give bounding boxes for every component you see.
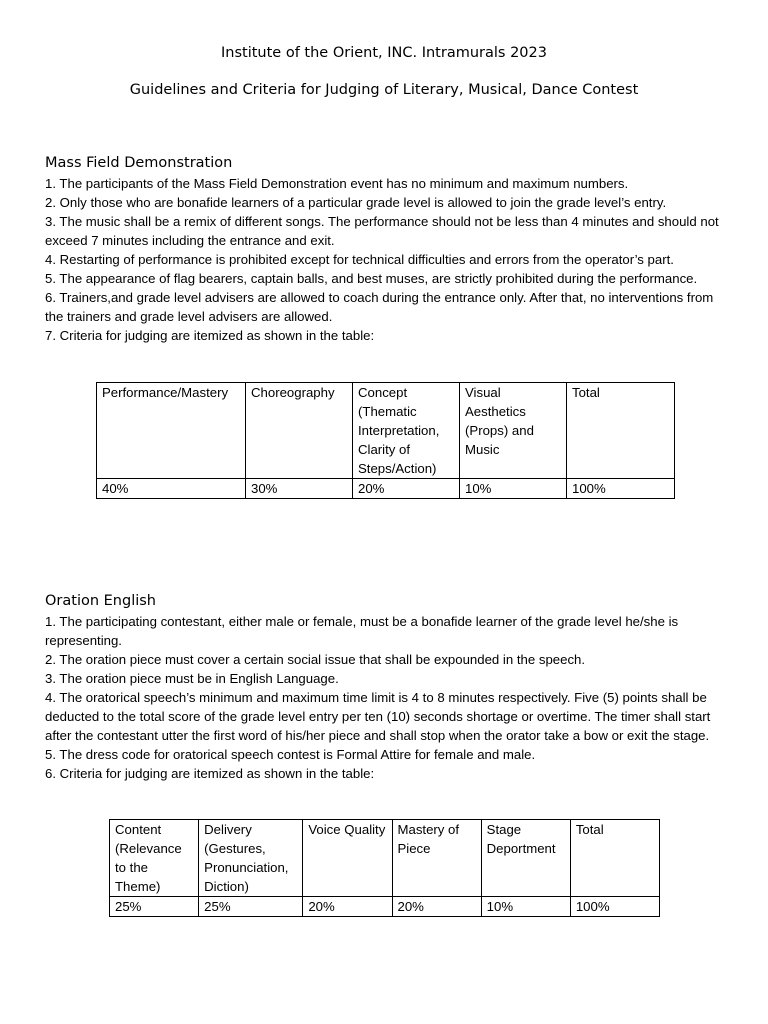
criteria-header: Visual Aesthetics (Props) and Music	[460, 383, 567, 479]
section-title-oration: Oration English	[45, 593, 157, 609]
guideline-item: 4. The oratorical speech’s minimum and maximum time limit is 4 to 8 minutes respectively. Five (5) points shall be deducted to the total score of the grade level entry per ten (10) seconds shortage or overtime. The timer shall start after the contestant utter the first word of his/her piece and shall stop when the orator take a bow or exit the stage.	[45, 690, 711, 743]
criteria-header: Choreography	[246, 383, 353, 479]
criteria-value: 10%	[460, 479, 567, 499]
table-row	[110, 897, 660, 917]
criteria-header: Total	[567, 383, 675, 479]
document-subtitle: Guidelines and Criteria for Judging of Literary, Musical, Dance Contest	[129, 82, 639, 98]
guideline-item: 2. Only those who are bonafide learners of a particular grade level is allowed to join the grade level’s entry.	[45, 195, 667, 210]
criteria-header: Content (Relevance to the Theme)	[110, 820, 199, 897]
table-header-row	[97, 383, 675, 479]
criteria-header: Stage Deportment	[481, 820, 570, 897]
criteria-value: 20%	[392, 897, 481, 917]
criteria-header: Voice Quality	[303, 820, 392, 897]
criteria-value: 20%	[303, 897, 392, 917]
guideline-item: 2. The oration piece must cover a certain social issue that shall be expounded in the speech.	[45, 652, 586, 667]
table-header-row	[110, 820, 660, 897]
criteria-value: 30%	[246, 479, 353, 499]
criteria-value: 20%	[353, 479, 460, 499]
guideline-item: 6. Criteria for judging are itemized as shown in the table:	[45, 766, 375, 781]
guideline-item: 1. The participants of the Mass Field Demonstration event has no minimum and maximum numbers.	[45, 176, 629, 191]
guideline-item: 5. The dress code for oratorical speech contest is Formal Attire for female and male.	[45, 747, 536, 762]
table-row	[97, 479, 675, 499]
criteria-value: 40%	[97, 479, 246, 499]
guideline-item: 7. Criteria for judging are itemized as shown in the table:	[45, 328, 375, 343]
guideline-item: 6. Trainers,and grade level advisers are allowed to coach during the entrance only. After that, no interventions from the trainers and grade level advisers are allowed.	[45, 290, 714, 324]
criteria-value: 25%	[199, 897, 303, 917]
guideline-item: 5. The appearance of flag bearers, captain balls, and best muses, are strictly prohibited during the performance.	[45, 271, 698, 286]
mass-field-guidelines	[45, 174, 725, 345]
criteria-value: 25%	[110, 897, 199, 917]
section-title-mass-field: Mass Field Demonstration	[45, 155, 233, 171]
guideline-item: 4. Restarting of performance is prohibited except for technical difficulties and errors from the operator’s part.	[45, 252, 674, 267]
criteria-header: Delivery (Gestures, Pronunciation, Diction)	[199, 820, 303, 897]
criteria-value: 100%	[567, 479, 675, 499]
oration-guidelines	[45, 612, 725, 783]
oration-criteria-table	[109, 819, 660, 917]
guideline-item: 1. The participating contestant, either male or female, must be a bonafide learner of the grade level he/she is representing.	[45, 614, 679, 648]
criteria-header: Performance/Mastery	[97, 383, 246, 479]
criteria-header: Concept (Thematic Interpretation, Clarity of Steps/Action)	[353, 383, 460, 479]
criteria-value: 10%	[481, 897, 570, 917]
criteria-value: 100%	[570, 897, 659, 917]
criteria-header: Mastery of Piece	[392, 820, 481, 897]
mass-field-criteria-table	[96, 382, 675, 499]
guideline-item: 3. The oration piece must be in English Language.	[45, 671, 339, 686]
guideline-item: 3. The music shall be a remix of different songs. The performance should not be less than 4 minutes and should not exceed 7 minutes including the entrance and exit.	[45, 214, 719, 248]
criteria-header: Total	[570, 820, 659, 897]
document-title: Institute of the Orient, INC. Intramurals 2023	[221, 45, 547, 61]
